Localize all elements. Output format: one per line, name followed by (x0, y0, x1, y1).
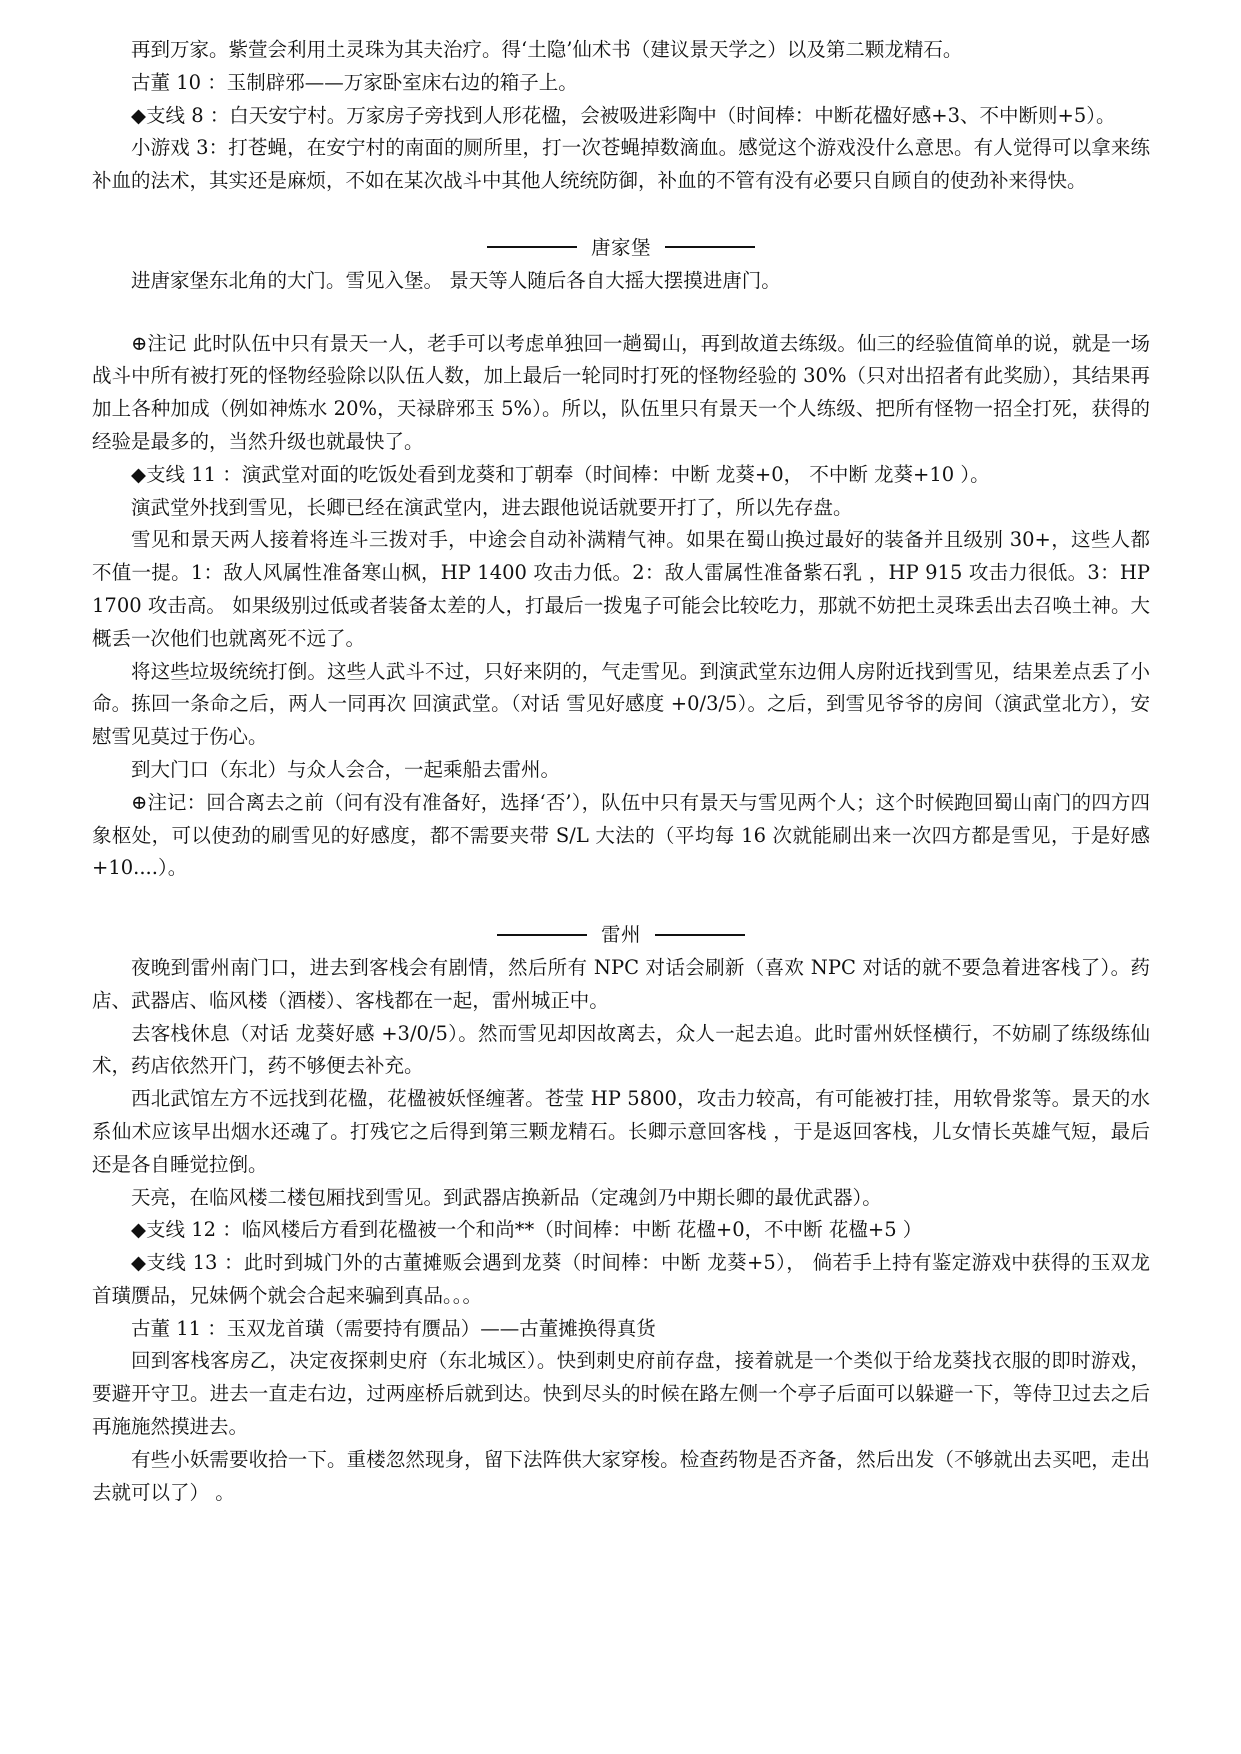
paragraph-daybreak: 天亮，在临风楼二楼包厢找到雪见。到武器店换新品（定魂剑乃中期长卿的最优武器）。 (131, 1185, 882, 1209)
document-body (92, 34, 1150, 1509)
paragraph-huaying-boss: 西北武馆左方不远找到花楹，花楹被妖怪缠著。苍莹 HP 5800，攻击力较高，有可能被打挂，用软骨浆等。景天的水系仙术应该早出烟水还魂了。打残它之后得到第三颗龙精石。长卿示意回客栈 ，于是返回客栈，儿女情长英雄气短，最后还是各自睡觉拉倒。 (92, 1087, 1150, 1176)
paragraph-note-experience: ⊕注记 此时队伍中只有景天一人，老手可以考虑单独回一趟蜀山，再到故道去练级。仙三的经验值简单的说，就是一场战斗中所有被打死的怪物经验除以队伍人数，加上最后一轮同时打死的怪物经验的 30%（只对出招者有此奖励），其结果再加上各种加成（例如神炼水 20%，天禄辟邪玉 5%）。所以，队伍里只有景天一个人练级、把所有怪物一招全打死，获得的经验是最多的，当然升级也就最快了。 (92, 331, 1150, 453)
paragraph-enter-tangjiabao: 进唐家堡东北角的大门。雪见入堡。 景天等人随后各自大摇大摆摸进唐门。 (131, 268, 781, 292)
heading-rule-right (665, 246, 755, 248)
section-title: 雷州 (600, 923, 641, 947)
paragraph-night-infiltration: 回到客栈客房乙，决定夜探刺史府（东北城区）。快到刺史府前存盘，接着就是一个类似于给龙葵找衣服的即时游戏，要避开守卫。进去一直走右边，过两座桥后就到达。快到尽头的时候在路左侧一个亭子后面可以躲避一下，等侍卫过去之后再施施然摸进去。 (92, 1349, 1150, 1439)
section-spacer (92, 885, 1150, 919)
paragraph-find-xuejian: 演武堂外找到雪见，长卿已经在演武堂内，进去跟他说话就要开打了，所以先存盘。 (131, 495, 853, 519)
heading-rule-left (487, 246, 577, 248)
paragraph-night-leizhou: 夜晚到雷州南门口，进去到客栈会有剧情，然后所有 NPC 对话会刷新（喜欢 NPC 对话的就不要急着进客栈了）。药店、武器店、临风楼（酒楼）、客栈都在一起，雷州城正中。 (92, 955, 1150, 1012)
paragraph-spacer (92, 298, 1150, 328)
paragraph-inn-rest: 去客栈休息（对话 龙葵好感 +3/0/5）。然而雪见却因故离去，众人一起去追。此时雷州妖怪横行，不妨刷了练级练仙术，药店依然开门，药不够便去补充。 (92, 1021, 1150, 1078)
heading-rule-right (655, 934, 745, 936)
paragraph-minigame-3: 小游戏 3：打苍蝇，在安宁村的南面的厕所里，打一次苍蝇掉数滴血。感觉这个游戏没什么意思。有人觉得可以拿来练补血的法术，其实还是麻烦，不如在某次战斗中其他人统统防御，补血的不管有没有必要只自顾自的使劲补来得快。 (92, 136, 1150, 193)
paragraph-antique-11: 古董 11 ：玉双龙首璜（需要持有赝品）——古董摊换得真货 (131, 1316, 656, 1340)
paragraph-antique-10: 古董 10 ：玉制辟邪——万家卧室床右边的箱子上。 (131, 70, 578, 94)
section-title: 唐家堡 (590, 235, 651, 259)
paragraph-three-battles: 雪见和景天两人接着将连斗三拨对手，中途会自动补满精气神。如果在蜀山换过最好的装备并且级别 30+，这些人都不值一提。1：敌人风属性准备寒山枫，HP 1400 攻击力低。2：敌人雷属性准备紫石乳 ，HP 915 攻击力很低。3：HP 1700 攻击高。 如果级别过低或者装备太差的人，打最后一拨鬼子可能会比较吃力，那就不妨把土灵珠丢出去召唤土神。大概丢一次他们也就离死不远了。 (92, 528, 1150, 650)
section-spacer (92, 198, 1150, 232)
heading-rule-left (497, 934, 587, 936)
paragraph-defeat-enemies: 将这些垃圾统统打倒。这些人武斗不过，只好来阴的，气走雪见。到演武堂东边佣人房附近找到雪见，结果差点丢了小命。拣回一条命之后，两人一同再次 回演武堂。（对话 雪见好感度 +0/3/5）。之后，到雪见爷爷的房间（演武堂北方），安慰雪见莫过于伤心。 (92, 659, 1150, 749)
paragraph-wanjia-return: 再到万家。紫萱会利用土灵珠为其夫治疗。得‘土隐’仙术书（建议景天学之）以及第二颗龙精石。 (131, 38, 963, 61)
paragraph-note-affection: ⊕注记：回合离去之前（问有没有准备好，选择‘否’），队伍中只有景天与雪见两个人；这个时候跑回蜀山南门的四方四象枢处，可以使劲的刷雪见的好感度，都不需要夹带 S/L 大法的（平均每 16 次就能刷出来一次四方都是雪见，于是好感 +10....）。 (92, 790, 1150, 880)
paragraph-side-quest-11: ◆支线 11 ：演武堂对面的吃饭处看到龙葵和丁朝奉（时间棒：中断 龙葵+0， 不中断 龙葵+10 ）。 (131, 462, 990, 486)
paragraph-chonglou-appears: 有些小妖需要收拾一下。重楼忽然现身，留下法阵供大家穿梭。检查药物是否齐备，然后出发（不够就出去买吧，走出去就可以了） 。 (92, 1447, 1150, 1504)
section-heading-tangjiabao (92, 232, 1150, 265)
section-heading-leizhou (92, 919, 1150, 952)
paragraph-side-quest-13: ◆支线 13 ：此时到城门外的古董摊贩会遇到龙葵（时间棒：中断 龙葵+5）， 倘若手上持有鉴定游戏中获得的玉双龙首璜赝品，兄妹俩个就会合起来骗到真品。。。 (92, 1251, 1150, 1307)
paragraph-side-quest-12: ◆支线 12 ：临风楼后方看到花楹被一个和尚**（时间棒：中断 花楹+0，不中断 花楹+5 ） (131, 1218, 923, 1242)
paragraph-side-quest-8: ◆支线 8 ：白天安宁村。万家房子旁找到人形花楹，会被吸进彩陶中（时间棒：中断花楹好感+3、不中断则+5）。 (131, 103, 1116, 127)
paragraph-go-leizhou: 到大门口（东北）与众人会合，一起乘船去雷州。 (131, 757, 561, 781)
